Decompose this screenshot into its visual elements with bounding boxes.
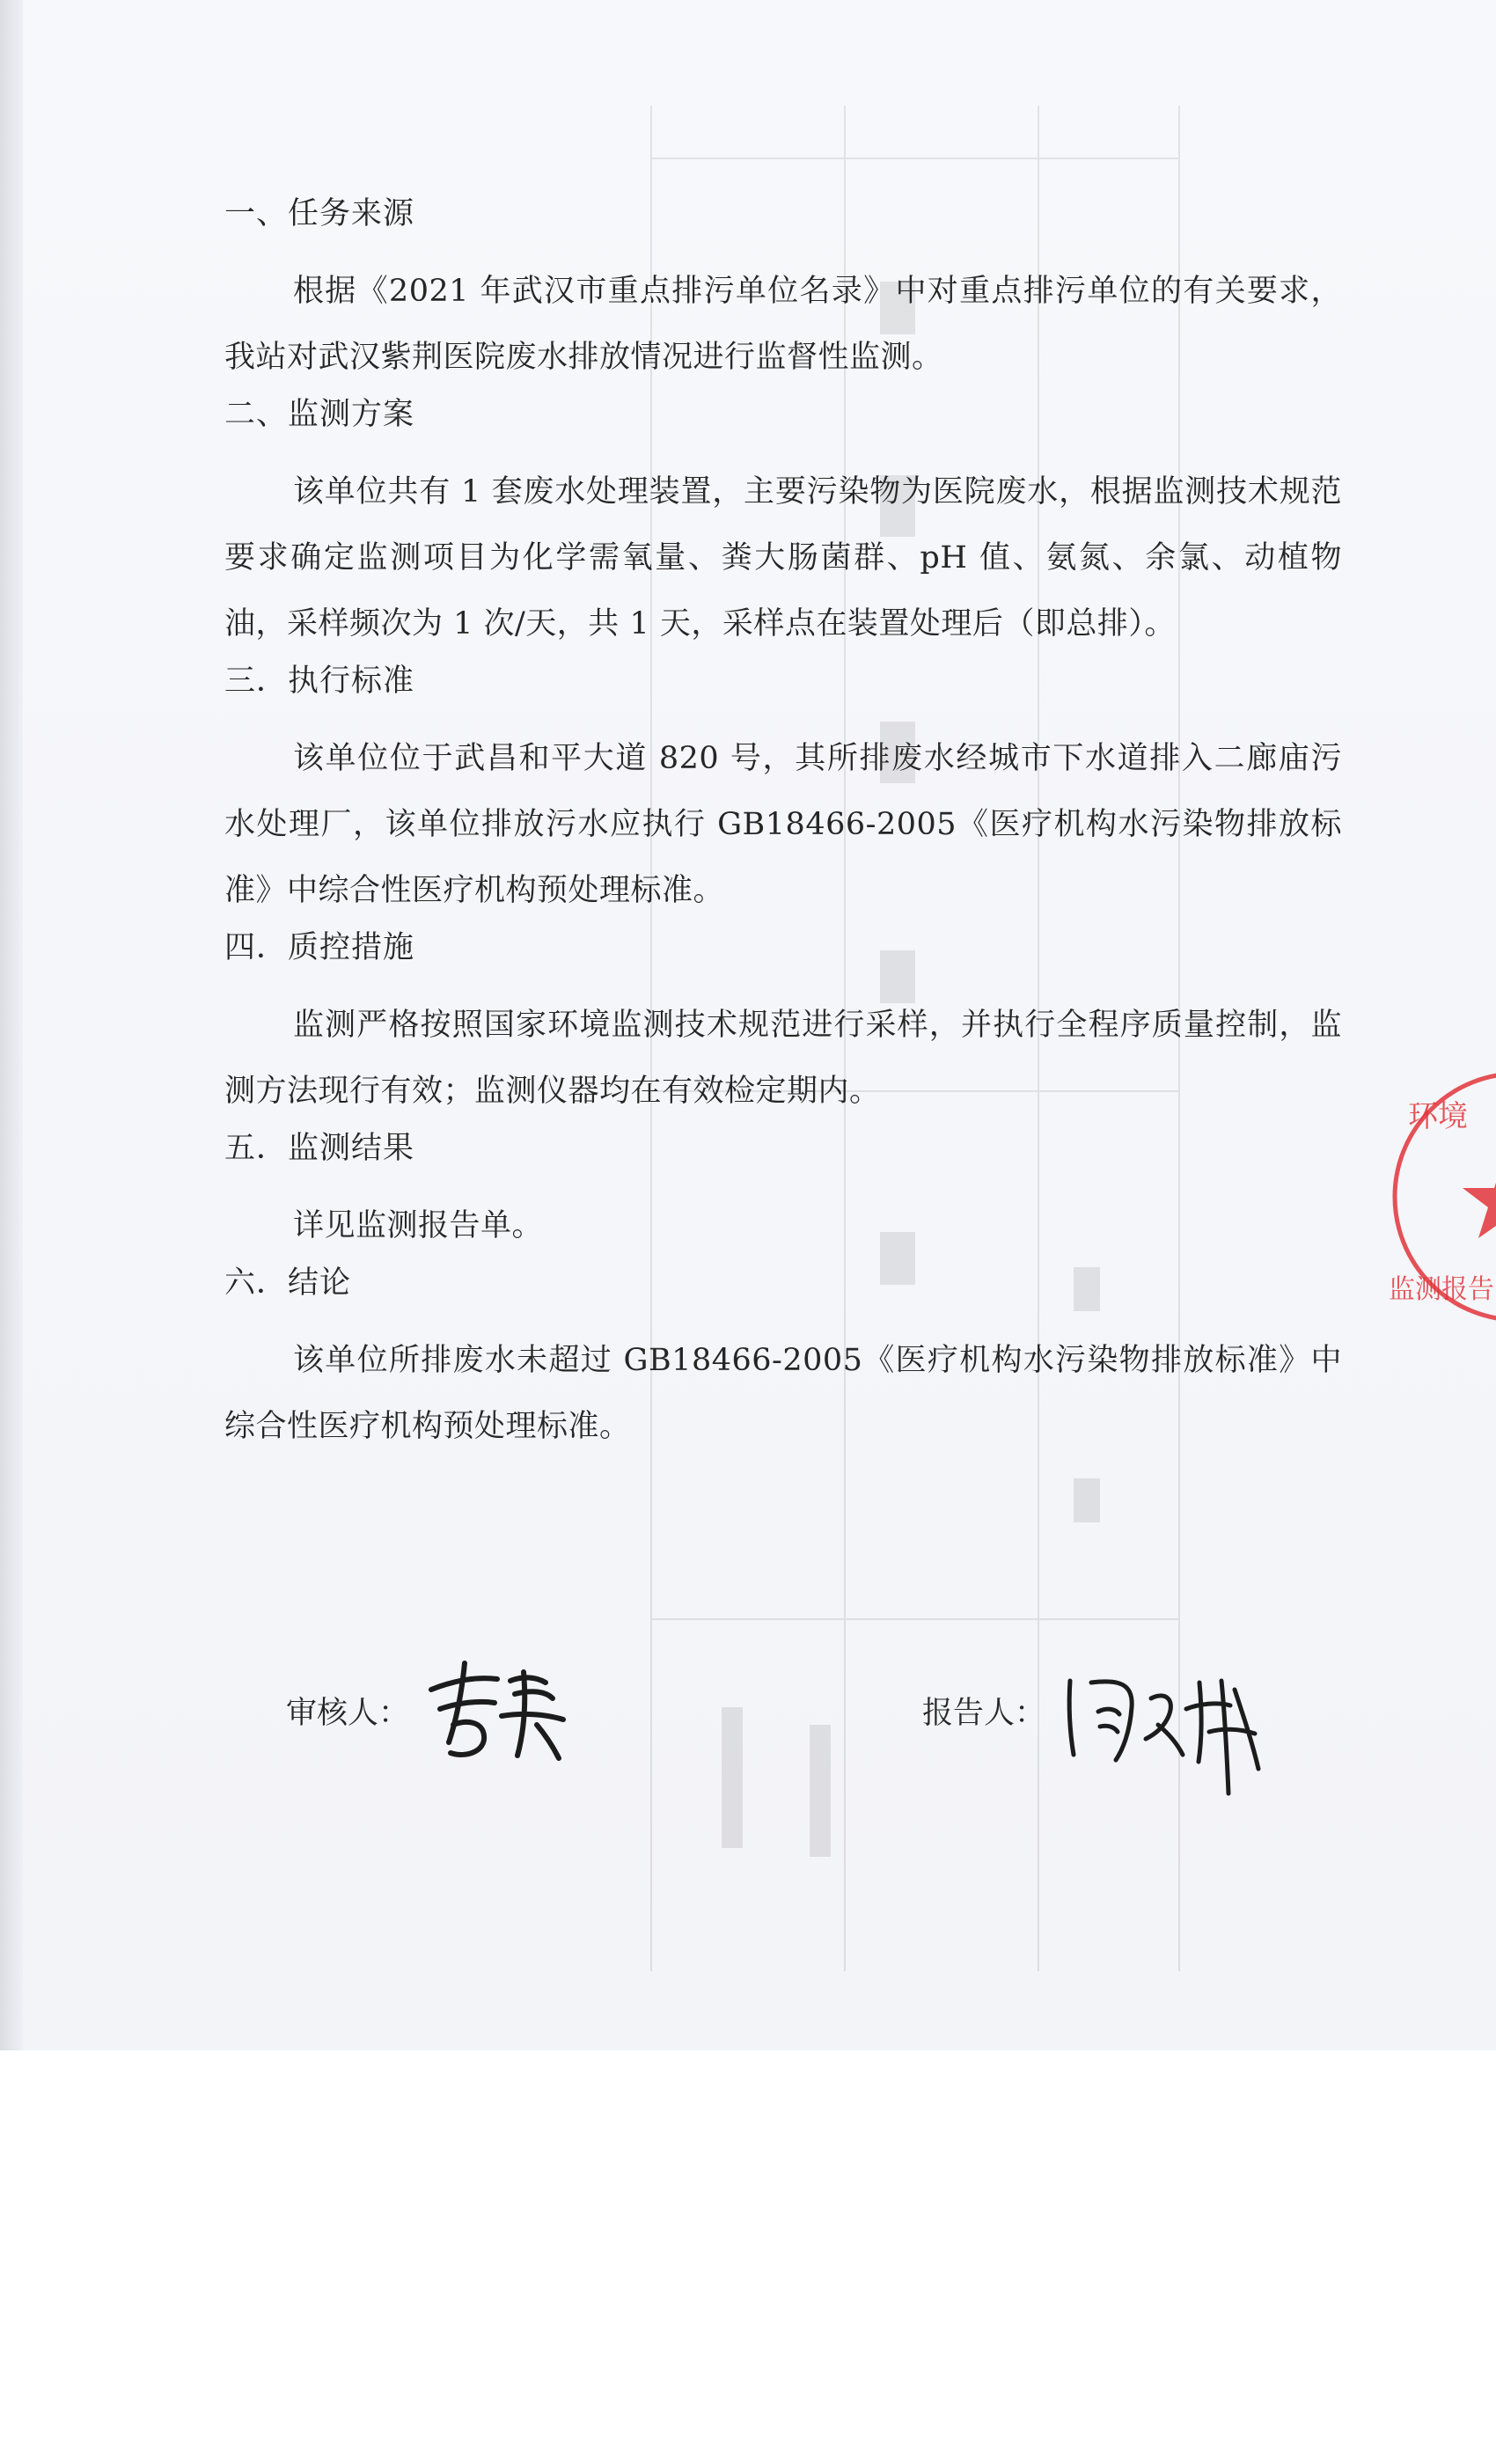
section-paragraph: 监测严格按照国家环境监测技术规范进行采样，并执行全程序质量控制，监测方法现行有效；监测仪器均在有效检定期内。 [224,1008,1342,1109]
section-paragraph: 根据《2021 年武汉市重点排污单位名录》中对重点排污单位的有关要求，我站对武汉紫荆医院废水排放情况进行监督性监测。 [224,274,1342,375]
section-quality-control [224,926,1342,1125]
section-heading: 五．监测结果 [224,1131,415,1166]
report-body [224,192,1342,1462]
section-standard [224,659,1342,924]
seal-text-bottom: 监测报告 [1389,1274,1494,1305]
official-seal [1373,1065,1496,1329]
seal-text-top: 环境 [1408,1099,1468,1134]
reviewer-label: 审核人： [286,1696,410,1731]
section-paragraph: 详见监测报告单。 [293,1208,544,1243]
section-heading: 六．结论 [224,1265,352,1301]
section-heading: 一、任务来源 [224,196,415,231]
section-heading: 三．执行标准 [224,664,415,699]
reviewer-signature [414,1654,572,1769]
section-heading: 四．质控措施 [224,930,415,965]
scan-edge-shadow [0,0,23,2050]
reporter-signature [1054,1663,1274,1804]
section-paragraph: 该单位共有 1 套废水处理装置，主要污染物为医院废水，根据监测技术规范要求确定监测项目为化学需氧量、粪大肠菌群、pH 值、氨氮、余氯、动植物油，采样频次为 1 次/天，共 1 天，采样点在装置处理后（即总排）。 [224,474,1342,642]
section-monitoring-plan [224,392,1342,657]
section-conclusion [224,1261,1342,1460]
section-heading: 二、监测方案 [224,397,415,432]
section-paragraph: 该单位位于武昌和平大道 820 号，其所排废水经城市下水道排入二廊庙污水处理厂，该单位排放污水应执行 GB18466-2005《医疗机构水污染物排放标准》中综合性医疗机构预处理标准。 [224,741,1342,908]
section-results [224,1126,1342,1259]
section-task-source [224,192,1342,391]
reporter-label: 报告人： [922,1696,1046,1731]
section-paragraph: 该单位所排废水未超过 GB18466-2005《医疗机构水污染物排放标准》中综合性医疗机构预处理标准。 [224,1343,1342,1444]
